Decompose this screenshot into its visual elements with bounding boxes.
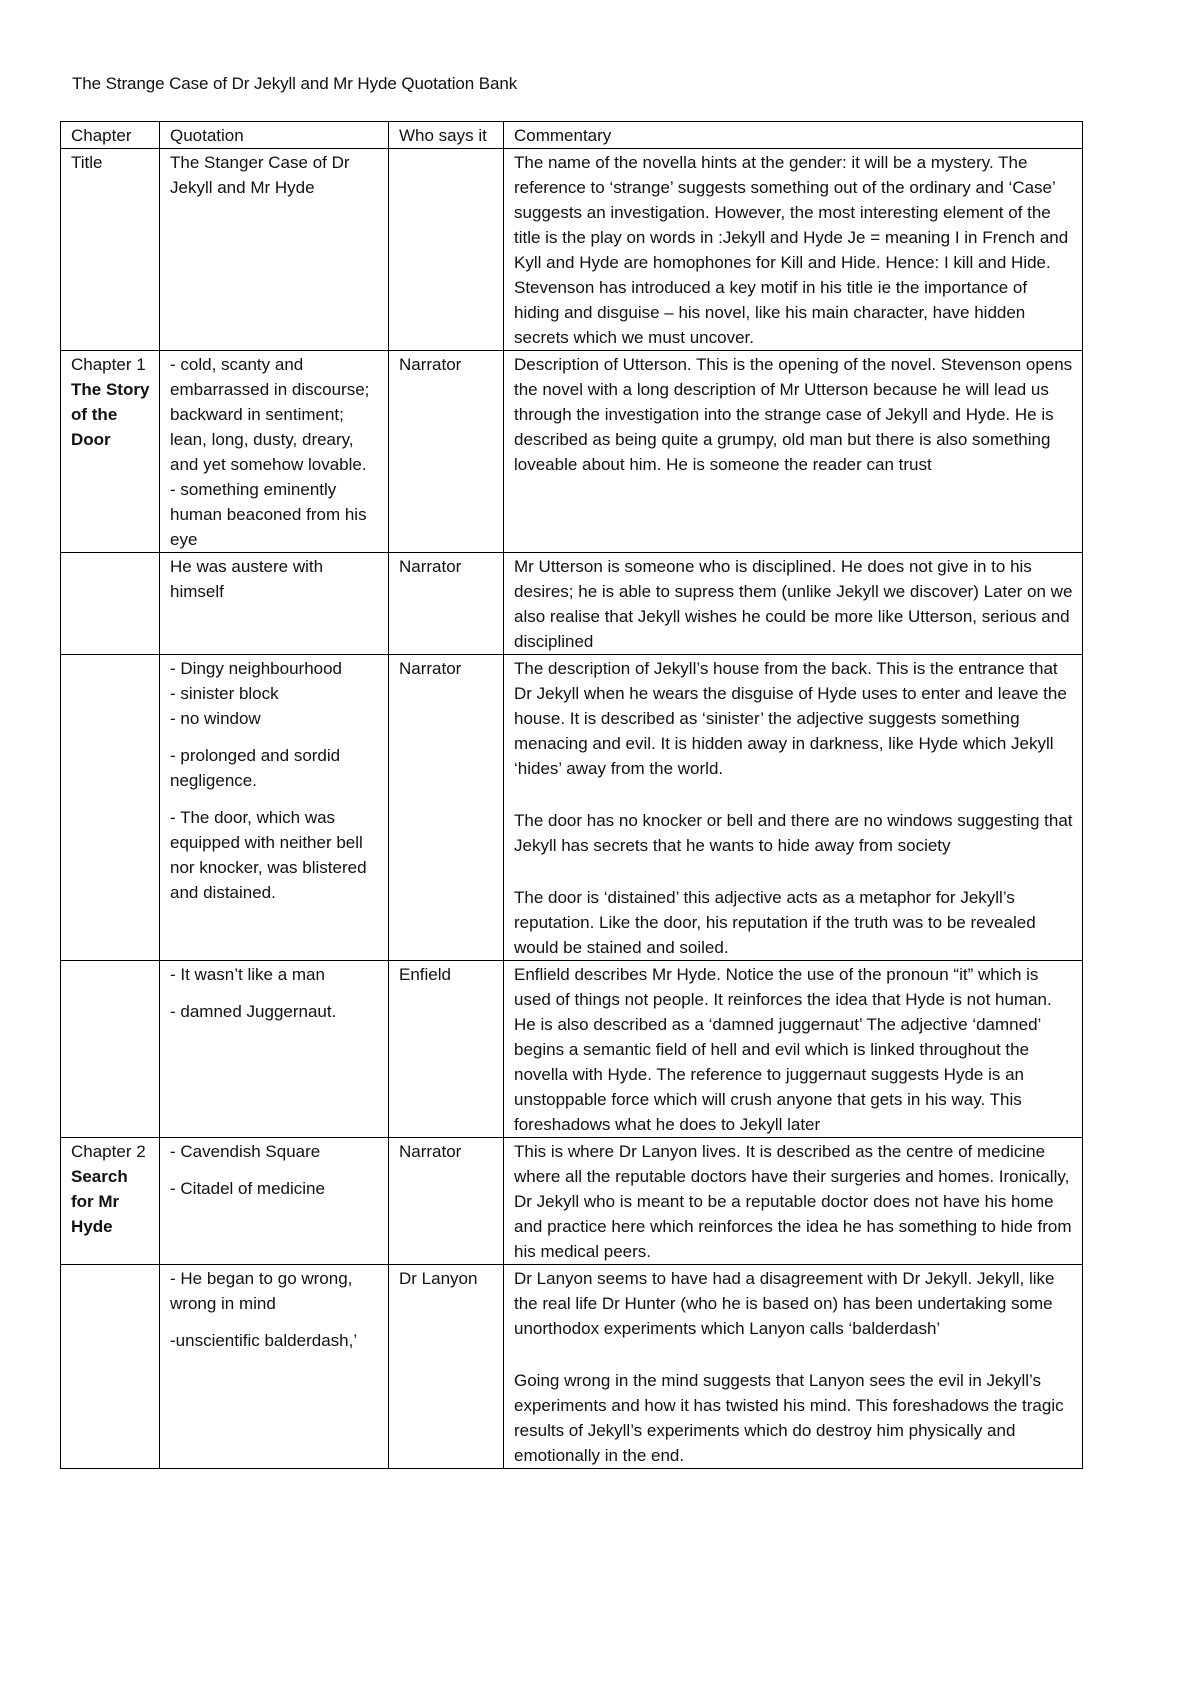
header-quotation: Quotation xyxy=(160,122,389,149)
quotation-line: - Citadel of medicine xyxy=(170,1179,325,1198)
who-says-cell xyxy=(389,149,504,351)
quotation-cell xyxy=(160,961,389,1138)
chapter-cell xyxy=(61,553,160,655)
commentary-paragraph: Description of Utterson. This is the opening of the novel. Stevenson opens the novel with a long description of Mr Utterson because he will lead us through the investigation into the strange case of Jekyll and Hyde. He is described as being quite a grumpy, old man but there is also something loveable about him. He is someone the reader can trust xyxy=(514,355,1073,474)
chapter-name: Search for Mr Hyde xyxy=(71,1167,128,1236)
chapter-cell xyxy=(61,351,160,553)
chapter-cell xyxy=(61,961,160,1138)
document-title: The Strange Case of Dr Jekyll and Mr Hyde Quotation Bank xyxy=(72,74,518,93)
commentary-paragraph: The door has no knocker or bell and there are no windows suggesting that Jekyll has secrets that he wants to hide away from society xyxy=(514,811,1073,855)
quotation-line: - something eminently human beaconed from his eye xyxy=(170,480,367,549)
quotation-line: - The door, which was equipped with neither bell nor knocker, was blistered and distained. xyxy=(170,808,367,902)
commentary-paragraph: Dr Lanyon seems to have had a disagreement with Dr Jekyll. Jekyll, like the real life Dr Hunter (who he is based on) has been undertaking some unorthodox experiments which Lanyon calls ‘balderdash’ xyxy=(514,1269,1055,1338)
table-row xyxy=(61,149,1083,351)
quotation-cell xyxy=(160,1265,389,1469)
chapter-cell xyxy=(61,1138,160,1265)
table-row xyxy=(61,1138,1083,1265)
chapter-cell xyxy=(61,149,160,351)
commentary-paragraph: The name of the novella hints at the gender: it will be a mystery. The reference to ‘strange’ suggests something out of the ordinary and ‘Case’ suggests an investigation. However, the most interesting element of the title is the play on words in :Jekyll and Hyde Je = meaning I in French and Kyll and Hyde are homophones for Kill and Hide. Hence: I kill and Hide. Stevenson has introduced a key motif in his title ie the importance of hiding and disguise – his novel, like his main character, have hidden secrets which we must uncover. xyxy=(514,153,1069,347)
commentary-cell xyxy=(504,1265,1083,1469)
table-row xyxy=(61,351,1083,553)
quotation-cell xyxy=(160,1138,389,1265)
quotation-line: - It wasn’t like a man xyxy=(170,965,325,984)
table-row xyxy=(61,1265,1083,1469)
quotation-spacer xyxy=(170,1316,380,1328)
who-says-cell: Dr Lanyon xyxy=(389,1265,504,1469)
table-row xyxy=(61,655,1083,961)
chapter-cell xyxy=(61,1265,160,1469)
quotation-table xyxy=(60,121,1083,1469)
who-says-cell: Narrator xyxy=(389,351,504,553)
commentary-paragraph: The door is ‘distained’ this adjective acts as a metaphor for Jekyll’s reputation. Like the door, his reputation if the truth was to be revealed would be stained and soiled. xyxy=(514,888,1036,957)
chapter-number: Chapter 1 xyxy=(71,355,146,374)
quotation-line: - damned Juggernaut. xyxy=(170,1002,337,1021)
header-who-says-it: Who says it xyxy=(389,122,504,149)
who-says-cell: Narrator xyxy=(389,1138,504,1265)
commentary-paragraph: Going wrong in the mind suggests that Lanyon sees the evil in Jekyll’s experiments and how it has twisted his mind. This foreshadows the tragic results of Jekyll’s experiments which do destroy him physically and emotionally in the end. xyxy=(514,1371,1064,1465)
who-says-cell: Enfield xyxy=(389,961,504,1138)
header-chapter: Chapter xyxy=(61,122,160,149)
header-row xyxy=(61,122,1083,149)
quotation-line: The Stanger Case of Dr Jekyll and Mr Hyde xyxy=(170,153,350,197)
chapter-name: The Story of the Door xyxy=(71,380,150,449)
commentary-paragraph: This is where Dr Lanyon lives. It is described as the centre of medicine where all the reputable doctors have their surgeries and homes. Ironically, Dr Jekyll who is meant to be a reputable doctor does not have his home and practice here which reinforces the idea he has something to hide from his medical peers. xyxy=(514,1142,1072,1261)
quotation-line: - prolonged and sordid negligence. xyxy=(170,746,341,790)
commentary-cell xyxy=(504,655,1083,961)
quotation-cell xyxy=(160,553,389,655)
quotation-spacer xyxy=(170,1164,380,1176)
quotation-spacer xyxy=(170,793,380,805)
commentary-paragraph: Mr Utterson is someone who is disciplined. He does not give in to his desires; he is able to supress them (unlike Jekyll we discover) Later on we also realise that Jekyll wishes he could be more like Utterson, serious and disciplined xyxy=(514,557,1073,651)
quotation-line: - Cavendish Square xyxy=(170,1142,321,1161)
commentary-cell xyxy=(504,351,1083,553)
commentary-cell xyxy=(504,961,1083,1138)
quotation-cell xyxy=(160,655,389,961)
commentary-cell xyxy=(504,1138,1083,1265)
quotation-line: - no window xyxy=(170,709,261,728)
quotation-spacer xyxy=(170,731,380,743)
commentary-cell xyxy=(504,149,1083,351)
commentary-paragraph: Enflield describes Mr Hyde. Notice the use of the pronoun “it” which is used of things not people. It reinforces the idea that Hyde is not human. He is also described as a ‘damned juggernaut’ The adjective ‘damned’ begins a semantic field of hell and evil which is linked throughout the novella with Hyde. The reference to juggernaut suggests Hyde is an unstoppable force which will crush anyone that gets in his way. This foreshadows what he does to Jekyll later xyxy=(514,965,1052,1134)
quotation-cell xyxy=(160,351,389,553)
commentary-cell xyxy=(504,553,1083,655)
quotation-line: He was austere with himself xyxy=(170,557,324,601)
table-row xyxy=(61,961,1083,1138)
chapter-number: Title xyxy=(71,153,103,172)
chapter-cell xyxy=(61,655,160,961)
table-body xyxy=(61,122,1083,1469)
commentary-paragraph: The description of Jekyll’s house from the back. This is the entrance that Dr Jekyll when he wears the disguise of Hyde uses to enter and leave the house. It is described as ‘sinister’ the adjective suggests something menacing and evil. It is hidden away in darkness, like Hyde which Jekyll ‘hides’ away from the world. xyxy=(514,659,1067,778)
header-commentary: Commentary xyxy=(504,122,1083,149)
who-says-cell: Narrator xyxy=(389,553,504,655)
quotation-line: - sinister block xyxy=(170,684,279,703)
quotation-cell xyxy=(160,149,389,351)
quotation-line: - Dingy neighbourhood xyxy=(170,659,343,678)
quotation-line: - cold, scanty and embarrassed in discourse; backward in sentiment; lean, long, dusty, dreary, and yet somehow lovable. xyxy=(170,355,370,474)
quotation-line: - He began to go wrong, wrong in mind xyxy=(170,1269,353,1313)
quotation-line: -unscientific balderdash,’ xyxy=(170,1331,358,1350)
table-row xyxy=(61,553,1083,655)
who-says-cell: Narrator xyxy=(389,655,504,961)
quotation-spacer xyxy=(170,987,380,999)
chapter-number: Chapter 2 xyxy=(71,1142,146,1161)
